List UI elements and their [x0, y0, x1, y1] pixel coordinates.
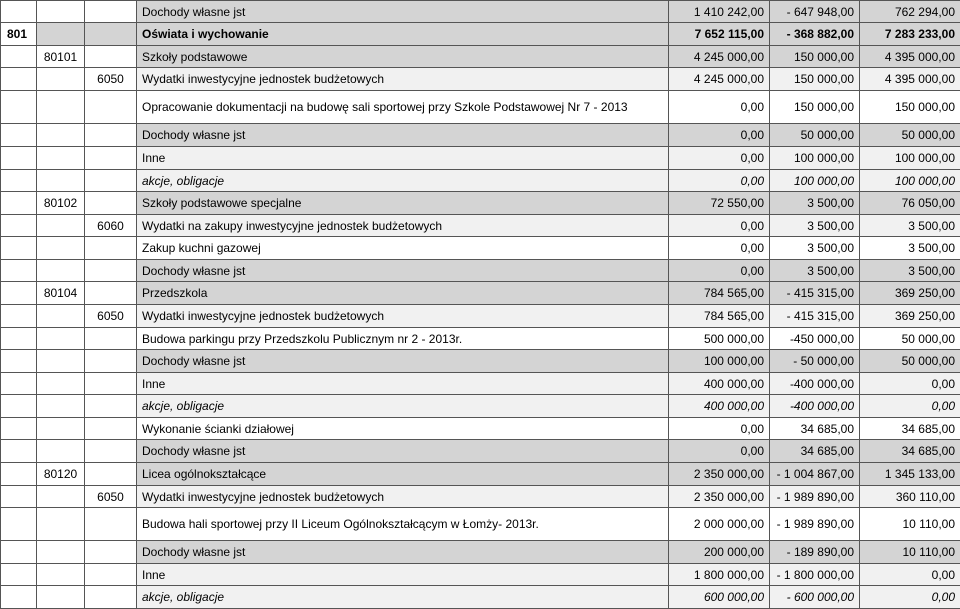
plan-after-cell: 4 395 000,00 — [860, 46, 960, 68]
rozdzial-cell — [37, 215, 85, 237]
paragraf-cell — [85, 260, 137, 282]
table-row — [1, 91, 960, 124]
plan-after-cell: 50 000,00 — [860, 350, 960, 373]
rozdzial-cell: 80104 — [37, 282, 85, 305]
paragraf-cell — [85, 564, 137, 586]
plan-after-cell: 369 250,00 — [860, 305, 960, 328]
description-cell: Dochody własne jst — [137, 350, 669, 373]
paragraf-cell — [85, 373, 137, 395]
rozdzial-cell — [37, 418, 85, 440]
dzial-cell — [1, 541, 37, 564]
dzial-cell — [1, 508, 37, 541]
plan-after-cell: 50 000,00 — [860, 328, 960, 350]
rozdzial-cell — [37, 373, 85, 395]
description-cell: Szkoły podstawowe — [137, 46, 669, 68]
change-cell: 100 000,00 — [770, 170, 860, 192]
plan-before-cell: 0,00 — [669, 170, 770, 192]
plan-before-cell: 2 000 000,00 — [669, 508, 770, 541]
rozdzial-cell: 80101 — [37, 46, 85, 68]
table-row — [1, 440, 960, 463]
paragraf-cell — [85, 328, 137, 350]
paragraf-cell — [85, 463, 137, 486]
description-cell: Wydatki na zakupy inwestycyjne jednostek budżetowych — [137, 215, 669, 237]
paragraf-cell — [85, 440, 137, 463]
plan-after-cell: 100 000,00 — [860, 147, 960, 170]
paragraf-cell — [85, 282, 137, 305]
plan-before-cell: 0,00 — [669, 91, 770, 124]
dzial-cell — [1, 440, 37, 463]
dzial-cell — [1, 124, 37, 147]
rozdzial-cell — [37, 147, 85, 170]
dzial-cell — [1, 282, 37, 305]
table-row — [1, 46, 960, 68]
plan-before-cell: 600 000,00 — [669, 586, 770, 609]
dzial-cell — [1, 373, 37, 395]
paragraf-cell — [85, 395, 137, 418]
description-cell: Budowa parkingu przy Przedszkolu Publicznym nr 2 - 2013r. — [137, 328, 669, 350]
plan-before-cell: 1 410 242,00 — [669, 1, 770, 23]
plan-after-cell: 3 500,00 — [860, 260, 960, 282]
change-cell: - 189 890,00 — [770, 541, 860, 564]
description-cell: Wydatki inwestycyjne jednostek budżetowych — [137, 486, 669, 508]
dzial-cell — [1, 463, 37, 486]
table-row — [1, 237, 960, 260]
plan-after-cell: 0,00 — [860, 373, 960, 395]
table-row — [1, 170, 960, 192]
table-row — [1, 282, 960, 305]
paragraf-cell — [85, 418, 137, 440]
plan-before-cell: 0,00 — [669, 147, 770, 170]
plan-after-cell: 0,00 — [860, 586, 960, 609]
change-cell: - 1 989 890,00 — [770, 508, 860, 541]
paragraf-cell — [85, 147, 137, 170]
plan-before-cell: 1 800 000,00 — [669, 564, 770, 586]
dzial-cell — [1, 328, 37, 350]
table-row — [1, 215, 960, 237]
plan-after-cell: 4 395 000,00 — [860, 68, 960, 91]
plan-after-cell: 150 000,00 — [860, 91, 960, 124]
plan-after-cell: 100 000,00 — [860, 170, 960, 192]
paragraf-cell — [85, 46, 137, 68]
paragraf-cell — [85, 124, 137, 147]
plan-after-cell: 7 283 233,00 — [860, 23, 960, 46]
change-cell: - 50 000,00 — [770, 350, 860, 373]
rozdzial-cell — [37, 237, 85, 260]
change-cell: 3 500,00 — [770, 260, 860, 282]
table-row — [1, 418, 960, 440]
dzial-cell — [1, 305, 37, 328]
table-row — [1, 395, 960, 418]
rozdzial-cell — [37, 91, 85, 124]
description-cell: akcje, obligacje — [137, 170, 669, 192]
table-row — [1, 192, 960, 215]
paragraf-cell — [85, 192, 137, 215]
plan-after-cell: 369 250,00 — [860, 282, 960, 305]
rozdzial-cell — [37, 440, 85, 463]
table-row — [1, 147, 960, 170]
dzial-cell — [1, 91, 37, 124]
plan-before-cell: 0,00 — [669, 124, 770, 147]
change-cell: - 600 000,00 — [770, 586, 860, 609]
rozdzial-cell — [37, 564, 85, 586]
plan-before-cell: 7 652 115,00 — [669, 23, 770, 46]
rozdzial-cell — [37, 395, 85, 418]
dzial-cell — [1, 395, 37, 418]
plan-after-cell: 360 110,00 — [860, 486, 960, 508]
description-cell: Dochody własne jst — [137, 440, 669, 463]
rozdzial-cell — [37, 124, 85, 147]
plan-after-cell: 3 500,00 — [860, 215, 960, 237]
description-cell: Licea ogólnokształcące — [137, 463, 669, 486]
description-cell: Dochody własne jst — [137, 260, 669, 282]
table-row — [1, 328, 960, 350]
description-cell: Inne — [137, 147, 669, 170]
change-cell: - 1 800 000,00 — [770, 564, 860, 586]
description-cell: Dochody własne jst — [137, 541, 669, 564]
rozdzial-cell — [37, 350, 85, 373]
paragraf-cell — [85, 508, 137, 541]
rozdzial-cell — [37, 23, 85, 46]
dzial-cell — [1, 418, 37, 440]
rozdzial-cell — [37, 68, 85, 91]
plan-after-cell: 0,00 — [860, 564, 960, 586]
change-cell: 3 500,00 — [770, 237, 860, 260]
plan-before-cell: 500 000,00 — [669, 328, 770, 350]
paragraf-cell: 6050 — [85, 68, 137, 91]
change-cell: -400 000,00 — [770, 395, 860, 418]
description-cell: Dochody własne jst — [137, 1, 669, 23]
description-cell: Zakup kuchni gazowej — [137, 237, 669, 260]
dzial-cell — [1, 68, 37, 91]
change-cell: 34 685,00 — [770, 418, 860, 440]
description-cell: Wykonanie ścianki działowej — [137, 418, 669, 440]
table-row — [1, 1, 960, 23]
dzial-cell — [1, 564, 37, 586]
dzial-cell — [1, 1, 37, 23]
table-row — [1, 23, 960, 46]
plan-after-cell: 34 685,00 — [860, 418, 960, 440]
table-row — [1, 486, 960, 508]
plan-after-cell: 76 050,00 — [860, 192, 960, 215]
table-row — [1, 373, 960, 395]
paragraf-cell — [85, 350, 137, 373]
dzial-cell — [1, 237, 37, 260]
description-cell: Inne — [137, 373, 669, 395]
description-cell: Inne — [137, 564, 669, 586]
plan-after-cell: 10 110,00 — [860, 541, 960, 564]
change-cell: 150 000,00 — [770, 46, 860, 68]
paragraf-cell — [85, 586, 137, 609]
dzial-cell — [1, 350, 37, 373]
table-row — [1, 350, 960, 373]
change-cell: - 415 315,00 — [770, 282, 860, 305]
plan-after-cell: 10 110,00 — [860, 508, 960, 541]
plan-before-cell: 0,00 — [669, 440, 770, 463]
description-cell: Oświata i wychowanie — [137, 23, 669, 46]
description-cell: Budowa hali sportowej przy II Liceum Ogólnokształcącym w Łomży- 2013r. — [137, 508, 669, 541]
table-row — [1, 541, 960, 564]
rozdzial-cell — [37, 486, 85, 508]
plan-before-cell: 200 000,00 — [669, 541, 770, 564]
table-row — [1, 260, 960, 282]
rozdzial-cell — [37, 508, 85, 541]
plan-before-cell: 100 000,00 — [669, 350, 770, 373]
rozdzial-cell — [37, 260, 85, 282]
table-row — [1, 124, 960, 147]
paragraf-cell — [85, 1, 137, 23]
change-cell: 34 685,00 — [770, 440, 860, 463]
plan-before-cell: 784 565,00 — [669, 305, 770, 328]
table-row — [1, 508, 960, 541]
dzial-cell — [1, 192, 37, 215]
change-cell: 50 000,00 — [770, 124, 860, 147]
rozdzial-cell — [37, 305, 85, 328]
rozdzial-cell — [37, 328, 85, 350]
description-cell: Dochody własne jst — [137, 124, 669, 147]
rozdzial-cell — [37, 1, 85, 23]
change-cell: 3 500,00 — [770, 215, 860, 237]
change-cell: - 368 882,00 — [770, 23, 860, 46]
description-cell: akcje, obligacje — [137, 395, 669, 418]
table-row — [1, 586, 960, 609]
change-cell: - 647 948,00 — [770, 1, 860, 23]
rozdzial-cell — [37, 541, 85, 564]
change-cell: 150 000,00 — [770, 91, 860, 124]
plan-before-cell: 0,00 — [669, 215, 770, 237]
dzial-cell — [1, 46, 37, 68]
paragraf-cell — [85, 91, 137, 124]
plan-before-cell: 4 245 000,00 — [669, 68, 770, 91]
description-cell: akcje, obligacje — [137, 586, 669, 609]
table-row — [1, 463, 960, 486]
change-cell: - 1 004 867,00 — [770, 463, 860, 486]
change-cell: - 1 989 890,00 — [770, 486, 860, 508]
description-cell: Szkoły podstawowe specjalne — [137, 192, 669, 215]
table-row — [1, 68, 960, 91]
plan-before-cell: 0,00 — [669, 237, 770, 260]
plan-after-cell: 762 294,00 — [860, 1, 960, 23]
plan-after-cell: 50 000,00 — [860, 124, 960, 147]
paragraf-cell — [85, 170, 137, 192]
paragraf-cell: 6050 — [85, 305, 137, 328]
plan-before-cell: 2 350 000,00 — [669, 463, 770, 486]
change-cell: -450 000,00 — [770, 328, 860, 350]
dzial-cell — [1, 486, 37, 508]
paragraf-cell — [85, 237, 137, 260]
dzial-cell: 801 — [1, 23, 37, 46]
dzial-cell — [1, 586, 37, 609]
rozdzial-cell — [37, 170, 85, 192]
plan-after-cell: 3 500,00 — [860, 237, 960, 260]
plan-before-cell: 4 245 000,00 — [669, 46, 770, 68]
dzial-cell — [1, 260, 37, 282]
description-cell: Wydatki inwestycyjne jednostek budżetowych — [137, 68, 669, 91]
table-row — [1, 564, 960, 586]
plan-before-cell: 400 000,00 — [669, 395, 770, 418]
rozdzial-cell: 80120 — [37, 463, 85, 486]
paragraf-cell: 6060 — [85, 215, 137, 237]
rozdzial-cell: 80102 — [37, 192, 85, 215]
plan-before-cell: 72 550,00 — [669, 192, 770, 215]
change-cell: -400 000,00 — [770, 373, 860, 395]
table-row — [1, 305, 960, 328]
paragraf-cell: 6050 — [85, 486, 137, 508]
paragraf-cell — [85, 23, 137, 46]
plan-before-cell: 784 565,00 — [669, 282, 770, 305]
paragraf-cell — [85, 541, 137, 564]
description-cell: Wydatki inwestycyjne jednostek budżetowych — [137, 305, 669, 328]
plan-after-cell: 0,00 — [860, 395, 960, 418]
plan-before-cell: 0,00 — [669, 260, 770, 282]
dzial-cell — [1, 215, 37, 237]
change-cell: 3 500,00 — [770, 192, 860, 215]
plan-after-cell: 1 345 133,00 — [860, 463, 960, 486]
budget-table-body — [1, 1, 960, 609]
change-cell: 150 000,00 — [770, 68, 860, 91]
description-cell: Przedszkola — [137, 282, 669, 305]
change-cell: 100 000,00 — [770, 147, 860, 170]
description-cell: Opracowanie dokumentacji na budowę sali sportowej przy Szkole Podstawowej Nr 7 - 2013 — [137, 91, 669, 124]
plan-before-cell: 2 350 000,00 — [669, 486, 770, 508]
dzial-cell — [1, 147, 37, 170]
plan-before-cell: 0,00 — [669, 418, 770, 440]
rozdzial-cell — [37, 586, 85, 609]
dzial-cell — [1, 170, 37, 192]
plan-after-cell: 34 685,00 — [860, 440, 960, 463]
plan-before-cell: 400 000,00 — [669, 373, 770, 395]
change-cell: - 415 315,00 — [770, 305, 860, 328]
